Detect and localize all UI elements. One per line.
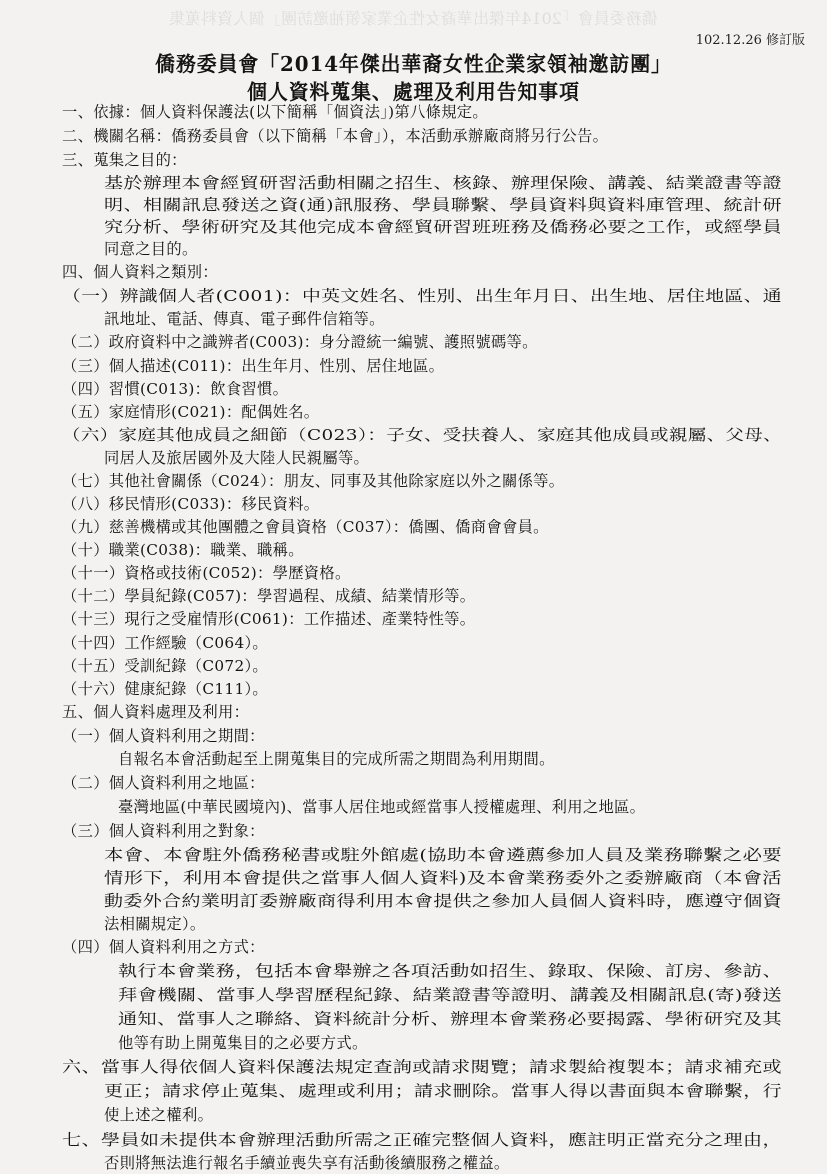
text-line-s4-7: （七）其他社會關係（C024）：朋友、同事及其他除家庭以外之關係等。 <box>62 472 565 490</box>
text-line-s5-3p1: 本會、本會駐外僑務秘書或駐外館處(協助本會遴薦參加人員及業務聯繫之必要 <box>104 846 783 864</box>
text-line-s3: 三、蒐集之目的： <box>62 151 187 169</box>
text-line-s4-14: （十四）工作經驗（C064）。 <box>62 634 269 652</box>
text-line-s3-p4: 同意之目的。 <box>104 240 198 258</box>
text-line-s5-2p: 臺灣地區(中華民國境內)、當事人居住地或經當事人授權處理、利用之地區。 <box>118 798 646 816</box>
text-line-s4-10: （十）職業(C038)：職業、職稱。 <box>62 541 304 559</box>
text-line-s4-13: （十三）現行之受雇情形(C061)：工作描述、產業特性等。 <box>62 610 476 628</box>
document-subtitle: 個人資料蒐集、處理及利用告知事項 <box>247 80 580 104</box>
text-line-s5-2: （二）個人資料利用之地區： <box>62 774 265 792</box>
text-line-s5: 五、個人資料處理及利用： <box>62 703 250 721</box>
text-line-s5-4p1: 執行本會業務，包括本會舉辦之各項活動如招生、錄取、保險、訂房、參訪、 <box>118 962 782 980</box>
text-line-s6a: 六、當事人得依個人資料保護法規定查詢或請求閱覽；請求製給複製本；請求補充或 <box>62 1058 782 1076</box>
text-line-s5-4p3: 通知、當事人之聯絡、資料統計分析、辦理本會業務必要揭露、學術研究及其 <box>118 1010 782 1028</box>
text-line-s4-12: （十二）學員紀錄(C057)：學習過程、成績、結業情形等。 <box>62 587 476 605</box>
text-line-s5-4p4: 他等有助上開蒐集目的之必要方式。 <box>118 1034 368 1052</box>
text-line-s3-p2: 明、相關訊息發送之資(通)訊服務、學員聯繫、學員資料與資料庫管理、統計研 <box>104 196 783 214</box>
text-line-s7b: 否則將無法進行報名手續並喪失享有活動後續服務之權益。 <box>104 1154 510 1172</box>
text-line-s4-3: （三）個人描述(C011)：出生年月、性別、居住地區。 <box>62 357 445 375</box>
text-line-s4-16: （十六）健康紀錄（C111）。 <box>62 680 269 698</box>
text-line-s5-3p3: 動委外合約業明訂委辦廠商得利用本會提供之參加人員個人資料時，應遵守個資 <box>104 892 783 910</box>
text-line-s2: 二、機關名稱：僑務委員會（以下簡稱「本會」），本活動承辦廠商將另行公告。 <box>62 127 609 145</box>
text-line-s5-3p4: 法相關規定）。 <box>104 915 206 933</box>
text-line-s4-1b: 訊地址、電話、傳真、電子郵件信箱等。 <box>104 310 385 328</box>
text-line-s7a: 七、學員如未提供本會辦理活動所需之正確完整個人資料，應註明正當充分之理由， <box>62 1131 782 1149</box>
text-line-s4-11: （十一）資格或技術(C052)：學歷資格。 <box>62 564 351 582</box>
text-line-s6b: 更正；請求停止蒐集、處理或利用；請求刪除。當事人得以書面與本會聯繫，行 <box>104 1082 783 1100</box>
text-line-s3-p3: 究分析、學術研究及其他完成本會經貿研習班班務及僑務必要之工作，或經學員 <box>104 218 783 236</box>
text-line-s4-5: （五）家庭情形(C021)：配偶姓名。 <box>62 403 320 421</box>
text-line-s4-8: （八）移民情形(C033)：移民資料。 <box>62 495 320 513</box>
text-line-s4-9: （九）慈善機構或其他團體之會員資格（C037）：僑團、僑商會會員。 <box>62 518 549 536</box>
text-line-s6c: 使上述之權利。 <box>104 1106 214 1124</box>
text-line-s5-3p2: 情形下，利用本會提供之當事人個人資料)及本會業務委外之委辦廠商（本會活 <box>104 869 783 887</box>
text-line-s4-1a: （一）辨識個人者(C001)：中英文姓名、性別、出生年月日、出生地、居住地區、通 <box>62 287 782 305</box>
document-title: 僑務委員會「2014年傑出華裔女性企業家領袖邀訪團」 <box>155 52 672 76</box>
bleed-through-text: 僑務委員會「2014年傑出華裔女性企業家領袖邀訪團」個人資料蒐集 <box>169 9 658 28</box>
text-line-s5-4p2: 拜會機關、當事人學習歷程紀錄、結業證書等證明、講義及相關訊息(寄)發送 <box>118 986 782 1004</box>
text-line-s5-4: （四）個人資料利用之方式： <box>62 938 265 956</box>
revision-date: 102.12.26 修訂版 <box>695 33 805 48</box>
text-line-s5-3: （三）個人資料利用之對象： <box>62 822 265 840</box>
text-line-s5-1: （一）個人資料利用之期間： <box>62 727 265 745</box>
text-line-s4-2: （二）政府資料中之識辨者(C003)：身分證統一編號、護照號碼等。 <box>62 333 538 351</box>
text-line-s4-4: （四）習慣(C013)：飲食習慣。 <box>62 380 289 398</box>
text-line-s3-p1: 基於辦理本會經貿研習活動相關之招生、核錄、辦理保險、講義、結業證書等證 <box>104 174 783 192</box>
text-line-s5-1p: 自報名本會活動起至上開蒐集目的完成所需之期間為利用期間。 <box>118 750 555 768</box>
text-line-s1: 一、依據：個人資料保護法(以下簡稱「個資法」)第八條規定。 <box>62 103 489 121</box>
text-line-s4: 四、個人資料之類別： <box>62 263 218 281</box>
text-line-s4-6b: 同居人及旅居國外及大陸人民親屬等。 <box>104 449 370 467</box>
text-line-s4-6a: （六）家庭其他成員之細節（C023）：子女、受扶養人、家庭其他成員或親屬、父母、 <box>62 426 782 444</box>
text-line-s4-15: （十五）受訓紀錄（C072）。 <box>62 657 269 675</box>
